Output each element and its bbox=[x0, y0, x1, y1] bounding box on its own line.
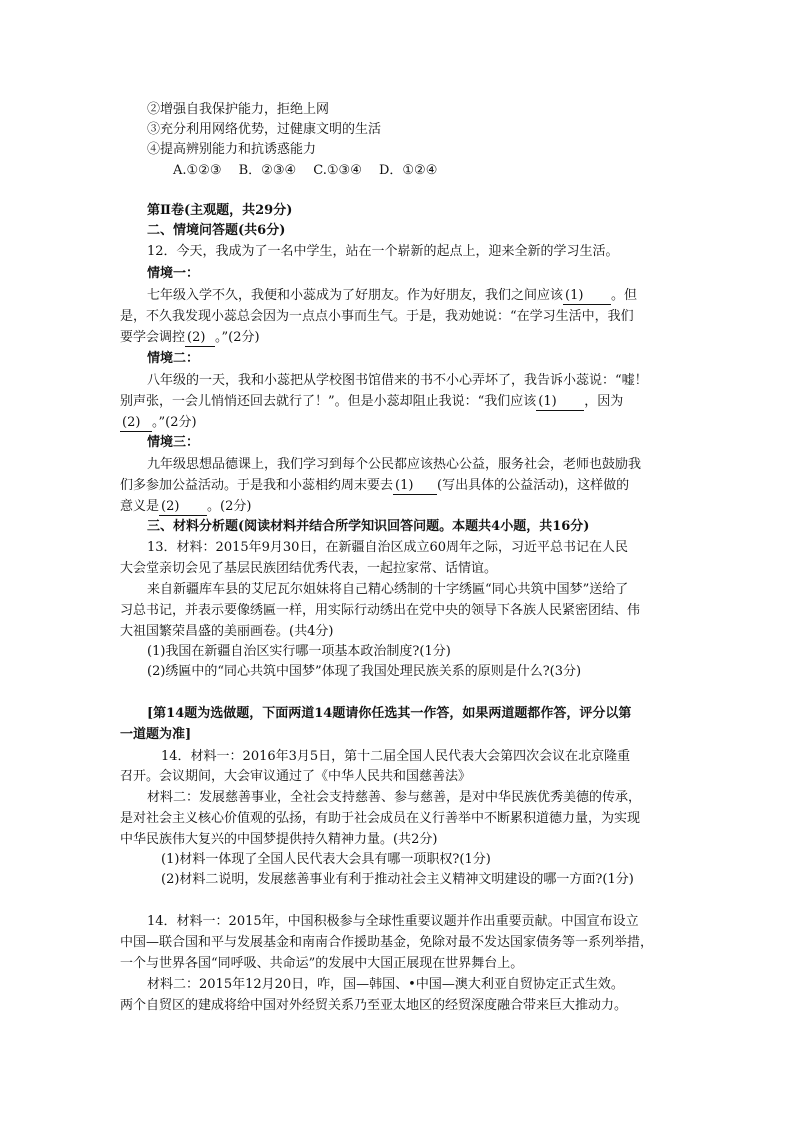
q13-question-1: (1)我国在新疆自治区实行哪一项基本政治制度?(1分) bbox=[147, 644, 451, 659]
blank-2: (2) bbox=[120, 414, 152, 432]
q12-scenario-2-label: 情境二： bbox=[147, 351, 200, 366]
blank-2: (2) bbox=[159, 498, 207, 516]
q13-line-3: 来自新疆库车县的艾尼瓦尔姐妹将自己精心绣制的十字绣匾“同心共筑中国梦”送给了 bbox=[147, 582, 629, 597]
q13-line-5: 大祖国繁荣昌盛的美丽画卷。(共4分) bbox=[120, 624, 334, 639]
q12-s1-line-2: 是，不久我发现小蕊总会因为一点点小事而生气。于是，我劝她说：“在学习生活中，我们 bbox=[120, 309, 634, 324]
blank-1: (1) bbox=[536, 393, 584, 411]
q14a-question-1: (1)材料一体现了全国人民代表大会具有哪一项职权?(1分) bbox=[161, 852, 491, 867]
q12-s2-line-3: (2) 。”(2分) bbox=[122, 415, 197, 430]
q14b-line-2: 中国—联合国和平与发展基金和南南合作援助基金，免除对最不发达国家债务等一系列举措， bbox=[120, 935, 654, 950]
q14a-line-2: 召开。会议期间，大会审议通过了《中华人民共和国慈善法》 bbox=[120, 769, 472, 784]
option-3: ③充分利用网络优势，过健康文明的生活 bbox=[147, 122, 382, 137]
q12-scenario-1-label: 情境一： bbox=[147, 266, 200, 281]
q14a-line-1: 14．材料一：2016年3月5日，第十二届全国人民代表大会第四次会议在北京隆重 bbox=[161, 749, 631, 764]
section-3-title: 三、材料分析题(阅读材料并结合所学知识回答问题。本题共4小题，共16分) bbox=[147, 519, 590, 534]
option-4: ④提高辨别能力和抗诱惑能力 bbox=[147, 142, 317, 157]
q12-s1-line-3: 要学会调控 (2) 。”(2分) bbox=[120, 330, 260, 345]
elective-note-line-1: [第14题为选做题，下面两道14题请你任选其一作答，如果两道题都作答，评分以第 bbox=[147, 706, 632, 721]
q14b-line-3: 一个与世界各国“同呼吸、共命运”的发展中大国正展现在世界舞台上。 bbox=[120, 956, 524, 971]
q14b-line-4: 材料二：2015年12月20日，咋，国—韩国、•中国—澳大利亚自贸协定正式生效。 bbox=[147, 977, 624, 992]
q14a-line-4: 是对社会主义核心价值观的弘扬，有助于社会成员在义行善举中不断累积道德力量，为实现 bbox=[120, 811, 641, 826]
q14b-line-1: 14．材料一：2015年，中国积极参与全球性重要议题并作出重要贡献。中国宣布设立 bbox=[147, 914, 639, 929]
q14a-line-5: 中华民族伟大复兴的中国梦提供持久精神力量。(共2分) bbox=[120, 832, 438, 847]
option-2: ②增强自我保护能力，拒绝上网 bbox=[147, 102, 330, 117]
q12-scenario-3-label: 情境三： bbox=[147, 435, 200, 450]
answer-choices: A.①②③ B．②③④ C.①③④ D．①②④ bbox=[173, 163, 438, 178]
section-2-title: 第Ⅱ卷(主观题，共29分) bbox=[147, 203, 293, 218]
blank-1: (1) bbox=[563, 287, 611, 305]
q12-intro: 12．今天，我成为了一名中学生，站在一个崭新的起点上，迎来全新的学习生活。 bbox=[147, 244, 619, 259]
q14b-line-5: 两个自贸区的建成将给中国对外经贸关系乃至亚太地区的经贸深度融合带来巨大推动力。 bbox=[120, 998, 628, 1013]
blank-1: (1) bbox=[393, 477, 437, 495]
blank-2: (2) bbox=[185, 329, 215, 347]
section-2-subtitle: 二、情境问答题(共6分) bbox=[147, 223, 286, 238]
q13-line-1: 13．材料：2015年9月30日，在新疆自治区成立60周年之际，习近平总书记在人民 bbox=[147, 540, 628, 555]
q12-s3-line-2: 们多参加公益活动。于是我和小蕊相约周末要去 (1) (写出具体的公益活动)，这样做的 bbox=[120, 478, 630, 493]
q12-s1-line-1: 七年级入学不久，我便和小蕊成为了好朋友。作为好朋友，我们之间应该 (1) 。但 bbox=[147, 288, 638, 303]
q14a-line-3: 材料二：发展慈善事业，全社会支持慈善、参与慈善，是对中华民族优秀美德的传承， bbox=[147, 790, 642, 805]
q12-s3-line-3: 意义是 (2) 。(2分) bbox=[120, 499, 252, 514]
q13-line-2: 大会堂亲切会见了基层民族团结优秀代表，一起拉家常、话情谊。 bbox=[120, 561, 498, 576]
q14a-question-2: (2)材料二说明，发展慈善事业有利于推动社会主义精神文明建设的哪一方面?(1分) bbox=[161, 872, 634, 887]
q12-s2-line-2: 别声张，一会儿悄悄还回去就行了！”。但是小蕊却阻止我说：“我们应该 (1) ，因为 bbox=[120, 394, 624, 409]
q13-question-2: (2)绣匾中的“同心共筑中国梦”体现了我国处理民族关系的原则是什么?(3分) bbox=[147, 664, 582, 679]
q12-s3-line-1: 九年级思想品德课上，我们学习到每个公民都应该热心公益，服务社会，老师也鼓励我 bbox=[147, 457, 642, 472]
q12-s2-line-1: 八年级的一天，我和小蕊把从学校图书馆借来的书不小心弄坏了，我告诉小蕊说：“嘘！ bbox=[147, 373, 648, 388]
q13-line-4: 习总书记，并表示要像绣匾一样，用实际行动绣出在党中央的领导下各族人民紧密团结、伟 bbox=[120, 603, 641, 618]
elective-note-line-2: 一道题为准] bbox=[120, 727, 192, 742]
